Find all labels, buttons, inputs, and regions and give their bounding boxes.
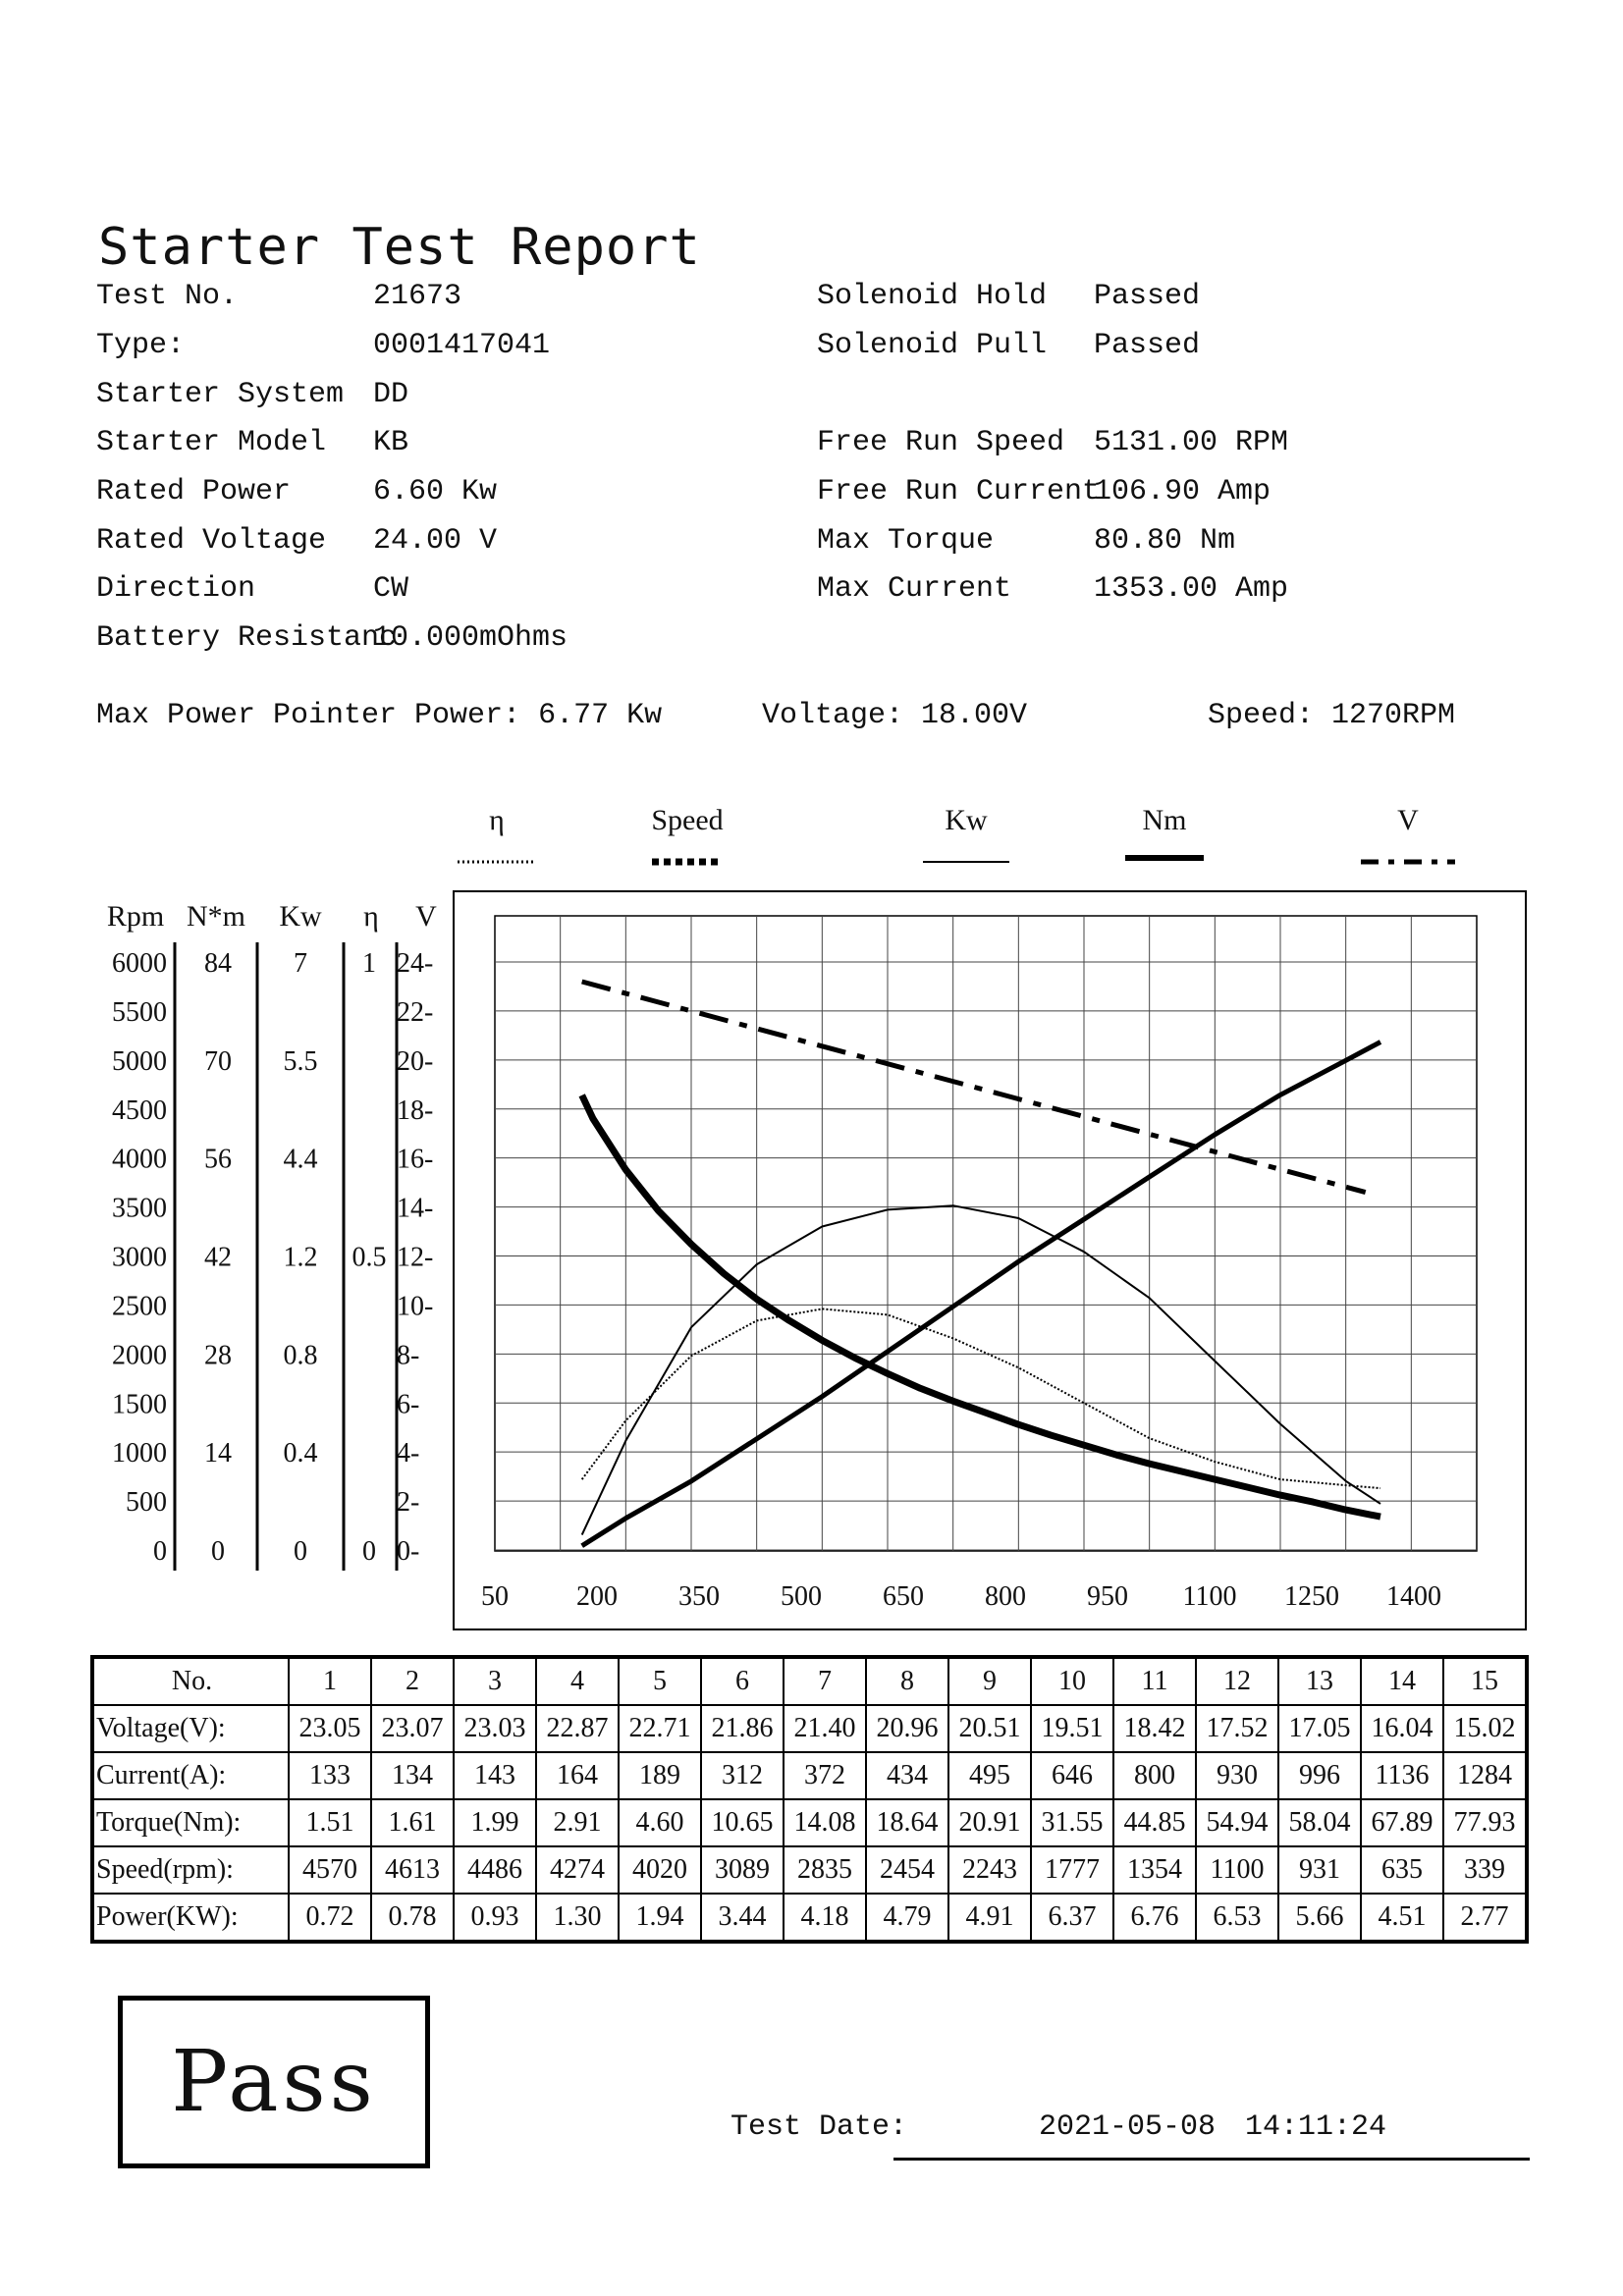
table-column-header: 5 <box>619 1657 701 1705</box>
nm-tick: 56 <box>204 1144 232 1175</box>
series-nm-line <box>582 1042 1380 1546</box>
table-cell: 134 <box>371 1752 454 1799</box>
nm-tick: 84 <box>204 948 232 979</box>
table-column-header: 3 <box>454 1657 536 1705</box>
kw-tick: 0 <box>294 1536 307 1567</box>
info-value: CW <box>373 572 409 606</box>
table-cell: 0.78 <box>371 1894 454 1942</box>
nm-tick: 42 <box>204 1242 232 1273</box>
table-cell: 312 <box>701 1752 784 1799</box>
x-tick-label: 50 <box>481 1581 509 1612</box>
legend-label: η <box>489 804 505 836</box>
table-row <box>92 1752 1527 1799</box>
rpm-tick: 0 <box>153 1536 167 1567</box>
table-cell: 21.86 <box>701 1705 784 1752</box>
info-label: Solenoid Pull <box>817 329 1048 362</box>
table-cell: 2.77 <box>1443 1894 1527 1942</box>
table-cell: 1.99 <box>454 1799 536 1846</box>
table-cell: 18.42 <box>1113 1705 1196 1752</box>
rpm-tick: 4000 <box>112 1144 167 1175</box>
table-cell: 6.37 <box>1031 1894 1113 1942</box>
v-tick: 22- <box>397 996 434 1028</box>
table-cell: 372 <box>784 1752 866 1799</box>
info-value: DD <box>373 378 409 411</box>
chart-grid <box>495 916 1477 1551</box>
table-cell: 18.64 <box>866 1799 948 1846</box>
axis-header: V <box>415 900 437 933</box>
legend-label: Nm <box>1142 804 1187 836</box>
test-date-label: Test Date: <box>730 2110 908 2144</box>
eta-tick: 0 <box>362 1536 376 1567</box>
info-value: 10.000mOhms <box>373 621 568 655</box>
x-tick-label: 1250 <box>1284 1581 1339 1612</box>
table-column-header: 14 <box>1361 1657 1443 1705</box>
table-cell: 4274 <box>536 1846 619 1894</box>
table-column-header: 6 <box>701 1657 784 1705</box>
info-label: Rated Power <box>96 475 292 508</box>
table-cell: 15.02 <box>1443 1705 1527 1752</box>
table-row-label: Current(A): <box>92 1752 289 1799</box>
rpm-tick: 5000 <box>112 1045 167 1077</box>
kw-tick: 0.8 <box>283 1340 318 1371</box>
v-tick: 4- <box>397 1438 420 1469</box>
table-cell: 4.18 <box>784 1894 866 1942</box>
table-cell: 17.52 <box>1196 1705 1278 1752</box>
series-efficiency-line <box>582 1308 1380 1488</box>
table-cell: 4.51 <box>1361 1894 1443 1942</box>
test-date-value: 2021-05-08 <box>1039 2110 1217 2144</box>
legend-label: Speed <box>651 804 724 836</box>
table-cell: 0.72 <box>289 1894 371 1942</box>
table-column-header: 2 <box>371 1657 454 1705</box>
table-cell: 4486 <box>454 1846 536 1894</box>
nm-tick: 28 <box>204 1340 232 1371</box>
table-cell: 20.96 <box>866 1705 948 1752</box>
rpm-tick: 1500 <box>112 1389 167 1420</box>
info-value: Passed <box>1094 280 1201 313</box>
info-value: 80.80 Nm <box>1094 524 1236 558</box>
x-tick-label: 200 <box>576 1581 618 1612</box>
table-cell: 1100 <box>1196 1846 1278 1894</box>
table-cell: 1777 <box>1031 1846 1113 1894</box>
table-cell: 2243 <box>948 1846 1031 1894</box>
table-cell: 133 <box>289 1752 371 1799</box>
table-cell: 1.94 <box>619 1894 701 1942</box>
max-power-text: Max Power Pointer Power: 6.77 Kw <box>96 699 663 732</box>
info-value: 0001417041 <box>373 329 551 362</box>
rpm-tick: 4500 <box>112 1095 167 1126</box>
table-cell: 6.53 <box>1196 1894 1278 1942</box>
info-label: Free Run Current <box>817 475 1101 508</box>
info-value: 21673 <box>373 280 462 313</box>
info-label: Free Run Speed <box>817 426 1065 459</box>
v-tick: 6- <box>397 1389 420 1420</box>
table-column-header: 12 <box>1196 1657 1278 1705</box>
x-tick-label: 800 <box>985 1581 1026 1612</box>
table-cell: 58.04 <box>1278 1799 1361 1846</box>
table-row <box>92 1846 1527 1894</box>
chart-axes <box>107 900 437 1571</box>
rpm-tick: 1000 <box>112 1438 167 1469</box>
v-tick: 10- <box>397 1291 434 1322</box>
table-cell: 646 <box>1031 1752 1113 1799</box>
table-cell: 5.66 <box>1278 1894 1361 1942</box>
chart-legend <box>458 804 1455 862</box>
chart-frame <box>454 891 1526 1629</box>
v-tick: 16- <box>397 1144 434 1175</box>
table-column-header: 10 <box>1031 1657 1113 1705</box>
v-tick: 20- <box>397 1045 434 1077</box>
info-label: Direction <box>96 572 256 606</box>
rpm-tick: 500 <box>126 1487 167 1519</box>
table-header-row <box>92 1657 1527 1705</box>
eta-tick: 0.5 <box>352 1242 387 1273</box>
info-label: Type: <box>96 329 186 362</box>
table-cell: 23.03 <box>454 1705 536 1752</box>
rpm-tick: 2500 <box>112 1291 167 1322</box>
info-label: Rated Voltage <box>96 524 327 558</box>
info-value: 1353.00 Amp <box>1094 572 1289 606</box>
table-cell: 2.91 <box>536 1799 619 1846</box>
x-tick-label: 1400 <box>1386 1581 1441 1612</box>
table-cell: 1354 <box>1113 1846 1196 1894</box>
x-tick-label: 500 <box>781 1581 822 1612</box>
table-cell: 434 <box>866 1752 948 1799</box>
table-cell: 20.51 <box>948 1705 1031 1752</box>
x-tick-label: 950 <box>1087 1581 1128 1612</box>
pass-stamp <box>118 1996 430 2168</box>
table-row-label: Power(KW): <box>92 1894 289 1942</box>
table-row <box>92 1705 1527 1752</box>
pass-label: Pass <box>171 2033 377 2131</box>
table-header-label: No. <box>92 1657 289 1705</box>
nm-tick: 14 <box>204 1438 232 1469</box>
table-cell: 4.91 <box>948 1894 1031 1942</box>
table-column-header: 4 <box>536 1657 619 1705</box>
table-cell: 164 <box>536 1752 619 1799</box>
table-row <box>92 1894 1527 1942</box>
table-row-label: Torque(Nm): <box>92 1799 289 1846</box>
table-cell: 44.85 <box>1113 1799 1196 1846</box>
series-v-line <box>582 982 1366 1193</box>
v-tick: 0- <box>397 1536 420 1567</box>
table-cell: 930 <box>1196 1752 1278 1799</box>
table-cell: 189 <box>619 1752 701 1799</box>
axis-header: Kw <box>279 900 322 933</box>
rpm-tick: 3000 <box>112 1242 167 1273</box>
kw-tick: 0.4 <box>283 1438 318 1469</box>
table-cell: 1136 <box>1361 1752 1443 1799</box>
table-column-header: 11 <box>1113 1657 1196 1705</box>
x-tick-label: 350 <box>678 1581 720 1612</box>
table-cell: 3089 <box>701 1846 784 1894</box>
x-axis-ticks <box>481 1581 1441 1612</box>
table-column-header: 8 <box>866 1657 948 1705</box>
info-label: Max Torque <box>817 524 995 558</box>
kw-tick: 7 <box>294 948 307 979</box>
v-tick: 14- <box>397 1193 434 1224</box>
chart-series <box>582 982 1380 1546</box>
table-row <box>92 1799 1527 1846</box>
v-tick: 2- <box>397 1487 420 1519</box>
table-cell: 23.05 <box>289 1705 371 1752</box>
table-cell: 2835 <box>784 1846 866 1894</box>
info-label: Solenoid Hold <box>817 280 1048 313</box>
table-cell: 19.51 <box>1031 1705 1113 1752</box>
measurement-table <box>90 1655 1529 1944</box>
table-cell: 22.71 <box>619 1705 701 1752</box>
table-cell: 21.40 <box>784 1705 866 1752</box>
table-column-header: 13 <box>1278 1657 1361 1705</box>
axis-header: η <box>363 900 379 933</box>
report-title: Starter Test Report <box>98 218 701 277</box>
legend-label: V <box>1397 804 1419 836</box>
nm-tick: 0 <box>211 1536 225 1567</box>
info-label: Starter Model <box>96 426 327 459</box>
legend-label: Kw <box>945 804 988 836</box>
table-column-header: 7 <box>784 1657 866 1705</box>
table-cell: 10.65 <box>701 1799 784 1846</box>
info-value: 5131.00 RPM <box>1094 426 1289 459</box>
table-cell: 6.76 <box>1113 1894 1196 1942</box>
table-cell: 800 <box>1113 1752 1196 1799</box>
kw-tick: 5.5 <box>283 1045 318 1077</box>
series-speed-line <box>582 1095 1380 1517</box>
info-value: Passed <box>1094 329 1201 362</box>
table-column-header: 1 <box>289 1657 371 1705</box>
info-value: 106.90 Amp <box>1094 475 1271 508</box>
rpm-tick: 5500 <box>112 996 167 1028</box>
info-label: Max Current <box>817 572 1012 606</box>
table-cell: 2454 <box>866 1846 948 1894</box>
test-time-value: 14:11:24 <box>1245 2110 1387 2144</box>
axis-header: N*m <box>187 900 245 933</box>
table-cell: 3.44 <box>701 1894 784 1942</box>
table-cell: 143 <box>454 1752 536 1799</box>
table-cell: 77.93 <box>1443 1799 1527 1846</box>
info-value: 6.60 Kw <box>373 475 498 508</box>
table-cell: 1284 <box>1443 1752 1527 1799</box>
rpm-tick: 3500 <box>112 1193 167 1224</box>
rpm-tick: 6000 <box>112 948 167 979</box>
info-label: Battery Resistanc <box>96 621 398 655</box>
table-cell: 1.30 <box>536 1894 619 1942</box>
table-cell: 67.89 <box>1361 1799 1443 1846</box>
table-cell: 495 <box>948 1752 1031 1799</box>
rpm-tick: 2000 <box>112 1340 167 1371</box>
table-cell: 4613 <box>371 1846 454 1894</box>
table-cell: 31.55 <box>1031 1799 1113 1846</box>
table-cell: 996 <box>1278 1752 1361 1799</box>
table-cell: 931 <box>1278 1846 1361 1894</box>
table-column-header: 15 <box>1443 1657 1527 1705</box>
table-cell: 4.79 <box>866 1894 948 1942</box>
table-cell: 14.08 <box>784 1799 866 1846</box>
table-cell: 1.51 <box>289 1799 371 1846</box>
table-cell: 1.61 <box>371 1799 454 1846</box>
nm-tick: 70 <box>204 1045 232 1077</box>
table-column-header: 9 <box>948 1657 1031 1705</box>
kw-tick: 1.2 <box>283 1242 318 1273</box>
v-tick: 12- <box>397 1242 434 1273</box>
x-tick-label: 650 <box>883 1581 924 1612</box>
info-label: Starter System <box>96 378 345 411</box>
kw-tick: 4.4 <box>283 1144 318 1175</box>
table-cell: 54.94 <box>1196 1799 1278 1846</box>
table-row-label: Voltage(V): <box>92 1705 289 1752</box>
table-cell: 22.87 <box>536 1705 619 1752</box>
table-cell: 4.60 <box>619 1799 701 1846</box>
info-value: 24.00 V <box>373 524 498 558</box>
max-power-speed: Speed: 1270RPM <box>1208 699 1456 732</box>
v-tick: 18- <box>397 1095 434 1126</box>
table-cell: 4570 <box>289 1846 371 1894</box>
v-tick: 8- <box>397 1340 420 1371</box>
table-cell: 339 <box>1443 1846 1527 1894</box>
table-cell: 20.91 <box>948 1799 1031 1846</box>
max-power-voltage: Voltage: 18.00V <box>762 699 1028 732</box>
info-label: Test No. <box>96 280 239 313</box>
table-cell: 0.93 <box>454 1894 536 1942</box>
table-cell: 4020 <box>619 1846 701 1894</box>
x-tick-label: 1100 <box>1182 1581 1237 1612</box>
table-cell: 16.04 <box>1361 1705 1443 1752</box>
info-value: KB <box>373 426 409 459</box>
v-tick: 24- <box>397 948 434 979</box>
signature-line <box>893 2158 1530 2161</box>
eta-tick: 1 <box>362 948 376 979</box>
axis-header: Rpm <box>106 900 165 933</box>
table-cell: 23.07 <box>371 1705 454 1752</box>
table-cell: 635 <box>1361 1846 1443 1894</box>
table-cell: 17.05 <box>1278 1705 1361 1752</box>
table-row-label: Speed(rpm): <box>92 1846 289 1894</box>
